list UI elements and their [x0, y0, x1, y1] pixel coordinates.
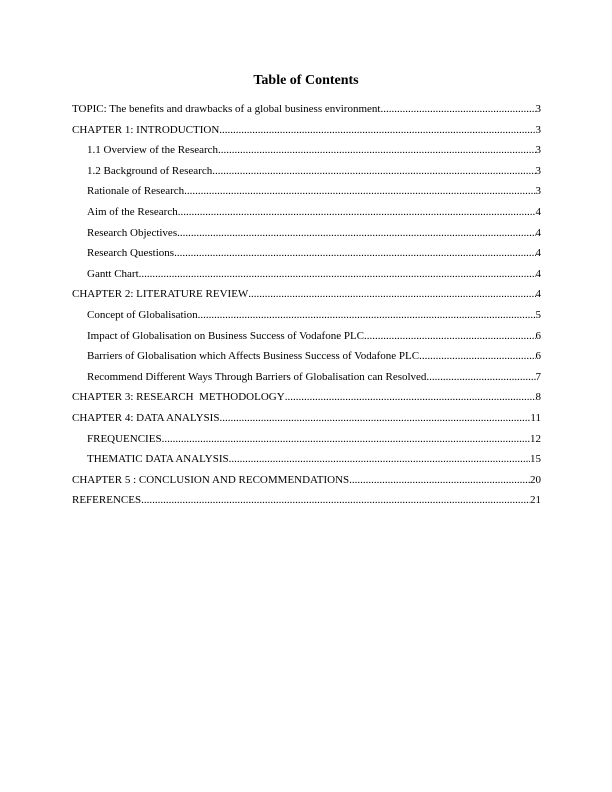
toc-entry-page-number: 7 [535, 370, 541, 383]
toc-entry[interactable] [72, 184, 541, 205]
toc-entry-page-number: 3 [535, 164, 541, 177]
toc-dot-leader [198, 308, 536, 322]
toc-dot-leader [285, 390, 536, 404]
toc-entry[interactable] [72, 164, 541, 185]
toc-entry[interactable] [72, 308, 541, 329]
toc-entry-label: 1.2 Background of Research [87, 164, 213, 177]
toc-entry[interactable] [72, 411, 541, 432]
toc-entry[interactable] [72, 287, 541, 308]
toc-entry-label: Research Objectives [87, 226, 178, 239]
toc-entry-page-number: 4 [535, 288, 541, 301]
toc-dot-leader [162, 432, 530, 446]
toc-entry-page-number: 3 [535, 103, 541, 115]
toc-entry-page-number: 5 [535, 308, 541, 321]
toc-entry[interactable] [72, 370, 541, 391]
toc-entry-page-number: 3 [535, 123, 541, 136]
toc-entry-label: Research Questions [87, 247, 175, 260]
toc-dot-leader [141, 493, 530, 507]
toc-entry-label: THEMATIC DATA ANALYSIS [87, 453, 229, 466]
toc-dot-leader [184, 184, 535, 198]
toc-entry-page-number: 12 [530, 432, 541, 445]
toc-title: Table of Contents [253, 73, 359, 88]
toc-entry-label: Aim of the Research [87, 205, 178, 218]
toc-entry-page-number: 21 [530, 494, 541, 507]
toc-entry-label: Recommend Different Ways Through Barriers of Globalisation can Resolved [87, 370, 427, 383]
toc-entry[interactable] [72, 432, 541, 453]
toc-dot-leader [419, 349, 535, 363]
toc-entry[interactable] [72, 390, 541, 411]
toc-entry-label: REFERENCES [72, 494, 142, 507]
toc-entry[interactable] [72, 205, 541, 226]
toc-entry[interactable] [72, 102, 541, 123]
toc-entry-page-number: 4 [535, 226, 541, 239]
toc-entry[interactable] [72, 452, 541, 473]
toc-dot-leader [178, 205, 536, 219]
toc-list [72, 102, 541, 514]
toc-dot-leader [229, 452, 530, 466]
toc-entry-page-number: 11 [530, 411, 541, 424]
toc-entry-label: CHAPTER 4: DATA ANALYSIS [72, 411, 220, 424]
toc-entry-page-number: 15 [530, 453, 541, 466]
toc-dot-leader [426, 370, 535, 384]
toc-entry-label: CHAPTER 2: LITERATURE REVIEW [72, 288, 249, 301]
toc-entry-label: Barriers of Globalisation which Affects Business Success of Vodafone PLC [87, 350, 420, 363]
toc-entry[interactable] [72, 329, 541, 350]
toc-entry-page-number: 4 [535, 205, 541, 218]
toc-entry-page-number: 3 [535, 185, 541, 198]
toc-entry[interactable] [72, 143, 541, 164]
toc-entry-page-number: 8 [535, 391, 541, 404]
toc-dot-leader [218, 143, 535, 157]
toc-entry-page-number: 3 [535, 144, 541, 157]
toc-entry-label: CHAPTER 5 : CONCLUSION AND RECOMMENDATIONS [72, 473, 350, 486]
toc-entry-label: CHAPTER 1: INTRODUCTION [72, 123, 220, 136]
toc-entry[interactable] [72, 226, 541, 247]
toc-entry[interactable] [72, 473, 541, 494]
toc-entry-page-number: 20 [530, 473, 541, 486]
toc-entry-label: Concept of Globalisation [87, 308, 198, 321]
toc-dot-leader [139, 267, 536, 281]
toc-entry-label: Impact of Globalisation on Business Success of Vodafone PLC [87, 329, 365, 342]
toc-entry-label: FREQUENCIES [87, 432, 162, 445]
toc-dot-leader [219, 123, 535, 137]
toc-entry-page-number: 6 [535, 350, 541, 363]
toc-entry[interactable] [72, 123, 541, 144]
toc-dot-leader [174, 246, 535, 260]
toc-entry[interactable] [72, 246, 541, 267]
toc-dot-leader [212, 164, 535, 178]
toc-dot-leader [177, 226, 535, 240]
toc-entry-page-number: 4 [535, 267, 541, 280]
toc-entry-label: Gantt Chart [87, 267, 139, 280]
toc-dot-leader [349, 473, 530, 487]
toc-dot-leader [219, 411, 530, 425]
toc-entry[interactable] [72, 493, 541, 514]
toc-entry-label: 1.1 Overview of the Research [87, 144, 219, 157]
toc-dot-leader [248, 287, 535, 301]
toc-entry-label: CHAPTER 3: RESEARCH METHODOLOGY [72, 391, 285, 404]
toc-entry-page-number: 4 [535, 247, 541, 260]
toc-entry[interactable] [72, 349, 541, 370]
toc-dot-leader [364, 329, 535, 343]
toc-entry-label: Rationale of Research [87, 185, 185, 198]
toc-entry-page-number: 6 [535, 329, 541, 342]
toc-entry-label: TOPIC: The benefits and drawbacks of a global business environment [72, 103, 381, 115]
toc-dot-leader [380, 102, 535, 116]
toc-entry[interactable] [72, 267, 541, 288]
